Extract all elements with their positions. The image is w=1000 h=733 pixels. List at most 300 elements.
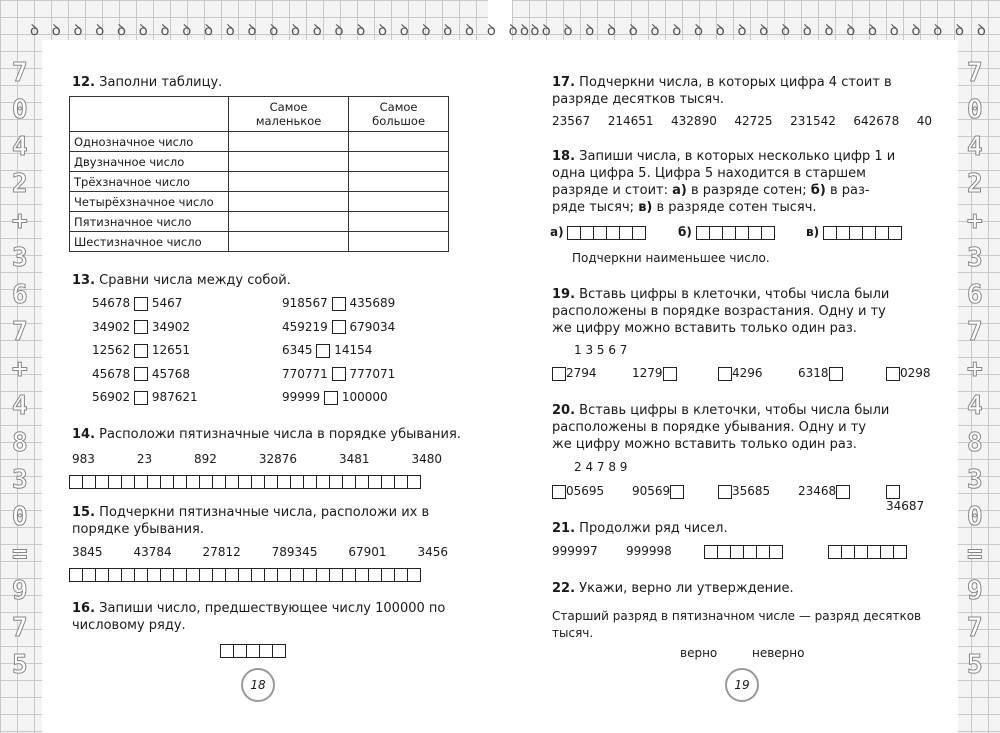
task13-heading [72, 272, 291, 289]
digit-box[interactable] [552, 367, 566, 381]
answer-cell[interactable] [225, 475, 239, 489]
answer-cell[interactable] [756, 545, 770, 559]
task21-number: 21. [552, 521, 576, 536]
compare-left: 34902 [92, 319, 131, 334]
answer-cell[interactable] [121, 568, 135, 582]
task16-answer-cells[interactable] [220, 640, 286, 659]
edge-digit-decoration: + [12, 206, 28, 236]
answer-cell[interactable] [303, 568, 317, 582]
answer-cell[interactable] [147, 475, 161, 489]
digit-box[interactable] [718, 367, 732, 381]
task18-number: 18. [552, 149, 576, 164]
answer-cells[interactable] [69, 475, 421, 489]
answer-cell[interactable] [854, 545, 868, 559]
table-row [70, 152, 449, 172]
answer-cell[interactable] [355, 568, 369, 582]
task18-line1: Запиши числа, в которых несколько цифр 1 и [579, 149, 896, 164]
task14-number: 14. [72, 427, 96, 442]
answer-cell[interactable] [173, 475, 187, 489]
task18-label-c: в) [638, 200, 653, 215]
answer-cell[interactable] [121, 475, 135, 489]
seq-number: 999997 [552, 544, 598, 558]
task22-statement-line2: тысяч. [552, 626, 594, 640]
answer-cell[interactable] [186, 475, 200, 489]
answer-cell[interactable] [220, 644, 234, 658]
edge-digit-decoration: 0 [967, 502, 983, 532]
compare-box[interactable] [134, 367, 148, 381]
header-line: большое [372, 114, 426, 128]
table-row [70, 192, 449, 212]
insert-item[interactable] [718, 366, 763, 381]
insert-item[interactable] [632, 366, 677, 381]
task18-label-b: б) [810, 183, 826, 198]
edge-digit-decoration: 7 [12, 317, 28, 347]
sequence-number: 3845 [72, 545, 103, 559]
compare-right: 777071 [349, 366, 396, 381]
answer-cell[interactable] [186, 568, 200, 582]
edge-digit-decoration: 0 [12, 502, 28, 532]
answer-cell[interactable] [212, 568, 226, 582]
sequence-number: 43784 [133, 545, 172, 559]
insert-item[interactable] [886, 484, 932, 513]
compare-box[interactable] [134, 344, 148, 358]
sequence-number: 432890 [671, 114, 717, 128]
comparison-pair [282, 296, 395, 311]
edge-digit-decoration: 4 [967, 391, 983, 421]
answer-cell[interactable] [342, 475, 356, 489]
edge-digit-decoration: 4 [12, 132, 28, 162]
edge-digit-decoration: 0 [12, 95, 28, 125]
item-number: 0298 [900, 366, 931, 380]
task22-text: Укажи, верно ли утверждение. [579, 581, 794, 596]
answer-cell[interactable] [134, 568, 148, 582]
edge-digit-decoration: + [967, 206, 983, 236]
task18-label-a: а) [672, 183, 687, 198]
edge-digit-decoration: 4 [12, 391, 28, 421]
smallest-cell[interactable] [229, 152, 349, 172]
digit-box[interactable] [886, 367, 900, 381]
answer-cell[interactable] [368, 568, 382, 582]
item-number: 05695 [566, 484, 605, 498]
answer-cell[interactable] [730, 545, 744, 559]
edge-digit-decoration: 7 [12, 58, 28, 88]
edge-digit-decoration: = [967, 539, 983, 569]
edge-digit-decoration: 0 [967, 95, 983, 125]
answer-cell[interactable] [342, 568, 356, 582]
answer-cell[interactable] [69, 475, 83, 489]
answer-cell[interactable] [199, 475, 213, 489]
answer-cell[interactable] [199, 568, 213, 582]
largest-cell[interactable] [349, 152, 449, 172]
task14-text: Расположи пятизначные числа в порядке убывания. [99, 427, 461, 442]
task18-heading [552, 148, 932, 216]
answer-cell[interactable] [862, 226, 876, 240]
answer-cell[interactable] [108, 568, 122, 582]
digit-box[interactable] [663, 367, 677, 381]
answer-cell[interactable] [849, 226, 863, 240]
true-option[interactable]: верно [680, 646, 718, 660]
task15-line2: порядке убывания. [72, 522, 204, 537]
task12-heading [72, 74, 222, 91]
task18-option[interactable] [550, 225, 646, 240]
sequence-number: 42725 [734, 114, 773, 128]
answer-cell[interactable] [743, 545, 757, 559]
edge-digit-decoration: 2 [12, 169, 28, 199]
table-header-smallest [229, 97, 349, 132]
smallest-cell[interactable] [229, 172, 349, 192]
answer-cell[interactable] [95, 475, 109, 489]
digit-box[interactable] [552, 485, 566, 499]
task18-option[interactable] [806, 225, 902, 240]
largest-cell[interactable] [349, 172, 449, 192]
answer-cell[interactable] [290, 475, 304, 489]
answer-cell[interactable] [233, 644, 247, 658]
page-number-19: 19 [725, 668, 759, 702]
edge-digit-decoration: 3 [12, 243, 28, 273]
insert-item[interactable] [886, 366, 931, 381]
table-row [70, 172, 449, 192]
smallest-cell[interactable] [229, 192, 349, 212]
comparison-pair [92, 296, 182, 311]
answer-cells[interactable] [823, 226, 902, 240]
answer-cell[interactable] [567, 226, 581, 240]
answer-cell[interactable] [632, 226, 646, 240]
answer-cells[interactable] [696, 226, 775, 240]
compare-box[interactable] [134, 391, 148, 405]
answer-cells[interactable] [704, 545, 783, 559]
answer-cell[interactable] [381, 475, 395, 489]
answer-cell[interactable] [407, 475, 421, 489]
answer-cell[interactable] [769, 545, 783, 559]
compare-box[interactable] [134, 320, 148, 334]
answer-cell[interactable] [316, 475, 330, 489]
answer-cell[interactable] [82, 475, 96, 489]
edge-digit-decoration: 9 [12, 576, 28, 606]
task22-statement [552, 608, 937, 642]
answer-cell[interactable] [619, 226, 633, 240]
task20-heading [552, 402, 932, 453]
answer-cell[interactable] [69, 568, 83, 582]
edge-digit-decoration: + [967, 354, 983, 384]
item-number: 4296 [732, 366, 763, 380]
answer-cell[interactable] [246, 644, 260, 658]
edge-digit-decoration: 5 [967, 650, 983, 680]
compare-box[interactable] [324, 391, 338, 405]
answer-cell[interactable] [238, 568, 252, 582]
answer-cell[interactable] [606, 226, 620, 240]
answer-cell[interactable] [394, 568, 408, 582]
compare-box[interactable] [316, 344, 330, 358]
task22-heading [552, 580, 794, 597]
answer-cells[interactable] [828, 545, 907, 559]
task18-line3-part: в разряде сотен; [686, 183, 811, 198]
sequence-number: 642678 [853, 114, 900, 128]
sequence-number: 3456 [417, 545, 448, 559]
compare-box[interactable] [332, 320, 346, 334]
edge-digit-decoration: 8 [12, 428, 28, 458]
answer-cell[interactable] [696, 226, 710, 240]
table-row [70, 232, 449, 252]
edge-digit-decoration: 3 [12, 465, 28, 495]
answer-cell[interactable] [329, 568, 343, 582]
compare-box[interactable] [134, 297, 148, 311]
item-number: 23468 [798, 484, 837, 498]
answer-cell[interactable] [722, 226, 736, 240]
task15-numbers [72, 545, 448, 559]
comparison-pair [282, 320, 395, 335]
comparison-pair [282, 343, 372, 358]
answer-cell[interactable] [355, 475, 369, 489]
sequence-number: 23 [136, 452, 153, 466]
task18-line3 [552, 182, 932, 199]
answer-cell[interactable] [880, 545, 894, 559]
task20-line2: расположены в порядке убывания. Одну и ту [552, 420, 867, 435]
task18-line4-part: в разряде сотен тысяч. [652, 200, 817, 215]
edge-digit-decoration: 9 [967, 576, 983, 606]
answer-cell[interactable] [407, 568, 421, 582]
answer-cell[interactable] [748, 226, 762, 240]
task16-number: 16. [72, 601, 96, 616]
row-label: Однозначное число [70, 132, 229, 152]
insert-item[interactable] [632, 484, 684, 499]
insert-item[interactable] [798, 484, 850, 499]
compare-right: 100000 [341, 390, 388, 404]
answer-cell[interactable] [329, 475, 343, 489]
answer-cell[interactable] [888, 226, 902, 240]
task14-answer-cells[interactable] [69, 471, 421, 490]
compare-right: 12651 [151, 343, 191, 357]
largest-cell[interactable] [349, 212, 449, 232]
answer-cell[interactable] [316, 568, 330, 582]
edge-digit-decoration: 3 [967, 465, 983, 495]
answer-cell[interactable] [717, 545, 731, 559]
answer-cell[interactable] [251, 475, 265, 489]
page-number-18: 18 [241, 668, 275, 702]
spine [488, 0, 512, 733]
task22-statement-line1: Старший разряд в пятизначном числе — разряд десятков [552, 609, 922, 623]
edge-digit-decoration: + [12, 354, 28, 384]
compare-right: 679034 [349, 319, 396, 334]
digit-box[interactable] [886, 485, 900, 499]
answer-cell[interactable] [264, 568, 278, 582]
task15-number: 15. [72, 505, 96, 520]
edge-digit-decoration: 3 [967, 243, 983, 273]
compare-right: 34902 [151, 319, 191, 334]
task17-number: 17. [552, 75, 576, 90]
answer-cell[interactable] [593, 226, 607, 240]
sequence-number: 40 [916, 114, 932, 128]
compare-right: 14154 [334, 343, 373, 357]
answer-cell[interactable] [875, 226, 889, 240]
comparison-pair [92, 367, 190, 382]
insert-item[interactable] [552, 366, 597, 381]
edge-digit-decoration: 6 [967, 280, 983, 310]
table-header-empty [70, 97, 229, 132]
task20-digits: 2 4 7 8 9 [574, 460, 628, 474]
task12-text: Заполни таблицу. [99, 75, 223, 90]
answer-cell[interactable] [836, 226, 850, 240]
row-label: Шестизначное число [70, 232, 229, 252]
insert-item[interactable] [718, 484, 770, 499]
answer-cell[interactable] [704, 545, 718, 559]
task20-line1: Вставь цифры в клеточки, чтобы числа были [579, 403, 890, 418]
sequence-number: 214651 [607, 114, 654, 128]
edge-digit-decoration: 6 [12, 280, 28, 310]
task12-table [69, 96, 449, 252]
answer-cell[interactable] [134, 475, 148, 489]
sequence-number: 789345 [271, 545, 318, 559]
insert-item[interactable] [798, 366, 843, 381]
comparison-pair [282, 367, 395, 382]
comparison-pair [92, 343, 190, 358]
false-option[interactable]: неверно [752, 646, 805, 660]
answer-cell[interactable] [709, 226, 723, 240]
header-line: маленькое [255, 114, 322, 128]
compare-box[interactable] [332, 367, 346, 381]
task18-note: Подчеркни наименьшее число. [572, 251, 770, 265]
answer-cell[interactable] [828, 545, 842, 559]
answer-cell[interactable] [277, 475, 291, 489]
compare-left: 45678 [92, 366, 131, 381]
answer-cells[interactable] [220, 644, 286, 658]
compare-left: 99999 [282, 390, 321, 404]
task18-line3-part: разряде и стоит: [552, 183, 673, 198]
answer-cells[interactable] [69, 568, 421, 582]
task13-number: 13. [72, 273, 96, 288]
task21-heading [552, 520, 728, 537]
task21-text: Продолжи ряд чисел. [579, 521, 728, 536]
digit-box[interactable] [836, 485, 850, 499]
digit-box[interactable] [718, 485, 732, 499]
edge-digit-decoration: 2 [967, 169, 983, 199]
next-number-cells[interactable] [704, 544, 783, 559]
item-number: 90569 [632, 484, 671, 498]
answer-cell[interactable] [368, 475, 382, 489]
answer-cell[interactable] [147, 568, 161, 582]
answer-cell[interactable] [160, 568, 174, 582]
digit-box[interactable] [829, 367, 843, 381]
task19-heading [552, 286, 932, 337]
answer-cell[interactable] [761, 226, 775, 240]
table-header-largest [349, 97, 449, 132]
answer-cell[interactable] [290, 568, 304, 582]
compare-box[interactable] [332, 297, 346, 311]
task18-option[interactable] [678, 225, 775, 240]
task15-answer-cells[interactable] [69, 564, 421, 583]
sequence-number: 32876 [258, 452, 298, 466]
task16-line1: Запиши число, предшествующее числу 100000 по [99, 601, 446, 616]
answer-cell[interactable] [381, 568, 395, 582]
task17-numbers [552, 114, 932, 128]
item-number: 1279 [632, 366, 663, 380]
compare-left: 6345 [282, 343, 313, 357]
answer-cell[interactable] [173, 568, 187, 582]
sequence-number: 23567 [552, 114, 591, 128]
right-spiral: ꝺ ꝺ ꝺ ꝺ ꝺ ꝺ ꝺ ꝺ ꝺ ꝺ ꝺ ꝺ ꝺ ꝺ ꝺ ꝺ ꝺ ꝺ ꝺ ꝺ ꝺ ꝺ [520, 21, 990, 39]
answer-cell[interactable] [259, 644, 273, 658]
task19-number: 19. [552, 287, 576, 302]
row-label: Четырёхзначное число [70, 192, 229, 212]
answer-cell[interactable] [272, 644, 286, 658]
answer-cell[interactable] [580, 226, 594, 240]
edge-digit-decoration: 7 [12, 613, 28, 643]
task17-line2: разряде десятков тысяч. [552, 92, 725, 107]
smallest-cell[interactable] [229, 132, 349, 152]
answer-cell[interactable] [108, 475, 122, 489]
task13-text: Сравни числа между собой. [99, 273, 291, 288]
answer-cell[interactable] [867, 545, 881, 559]
largest-cell[interactable] [349, 232, 449, 252]
edge-digit-decoration: 7 [967, 317, 983, 347]
answer-cell[interactable] [251, 568, 265, 582]
row-label: Двузначное число [70, 152, 229, 172]
compare-left: 918567 [282, 296, 328, 310]
answer-cell[interactable] [225, 568, 239, 582]
task19-line3: же цифру можно вставить только один раз. [552, 321, 857, 336]
answer-cell[interactable] [893, 545, 907, 559]
answer-cell[interactable] [841, 545, 855, 559]
answer-cell[interactable] [160, 475, 174, 489]
digit-box[interactable] [670, 485, 684, 499]
task17-line1: Подчеркни числа, в которых цифра 4 стоит в [579, 75, 892, 90]
edge-digit-decoration: = [12, 539, 28, 569]
task15-heading [72, 504, 429, 538]
task18-line3-part: в раз- [825, 183, 870, 198]
item-number: 34687 [886, 498, 925, 513]
largest-cell[interactable] [349, 192, 449, 212]
answer-cell[interactable] [394, 475, 408, 489]
row-label: Трёхзначное число [70, 172, 229, 192]
largest-cell[interactable] [349, 132, 449, 152]
compare-left: 56902 [92, 390, 131, 404]
task20-number: 20. [552, 403, 576, 418]
answer-cell[interactable] [303, 475, 317, 489]
answer-cell[interactable] [735, 226, 749, 240]
edge-digit-decoration: 7 [967, 58, 983, 88]
sequence-number: 27812 [202, 545, 241, 559]
compare-left: 459219 [282, 319, 328, 334]
left-spiral: ꝺ ꝺ ꝺ ꝺ ꝺ ꝺ ꝺ ꝺ ꝺ ꝺ ꝺ ꝺ ꝺ ꝺ ꝺ ꝺ ꝺ ꝺ ꝺ ꝺ ꝺ ꝺ ꝺ ꝺ [30, 21, 544, 39]
comparison-pair [92, 320, 190, 335]
smallest-cell[interactable] [229, 212, 349, 232]
next-number-cells[interactable] [828, 544, 907, 559]
answer-cell[interactable] [82, 568, 96, 582]
option-label: а) [550, 225, 564, 239]
compare-right: 45768 [151, 366, 191, 381]
answer-cells[interactable] [567, 226, 646, 240]
edge-digit-decoration: 5 [12, 650, 28, 680]
task18-line4 [552, 199, 932, 216]
answer-cell[interactable] [277, 568, 291, 582]
answer-cell[interactable] [95, 568, 109, 582]
answer-cell[interactable] [823, 226, 837, 240]
header-line: Самое [269, 100, 308, 114]
task18-line4-part: ряде тысяч; [552, 200, 639, 215]
smallest-cell[interactable] [229, 232, 349, 252]
answer-cell[interactable] [238, 475, 252, 489]
insert-item[interactable] [552, 484, 604, 499]
option-label: в) [806, 225, 820, 239]
item-number: 35685 [732, 484, 771, 498]
answer-cell[interactable] [212, 475, 226, 489]
comparison-pair [282, 390, 388, 405]
item-number: 2794 [566, 366, 597, 380]
table-row [70, 212, 449, 232]
task14-numbers [72, 452, 442, 466]
answer-cell[interactable] [264, 475, 278, 489]
edge-digit-decoration: 7 [967, 613, 983, 643]
sequence-number: 231542 [790, 114, 836, 128]
